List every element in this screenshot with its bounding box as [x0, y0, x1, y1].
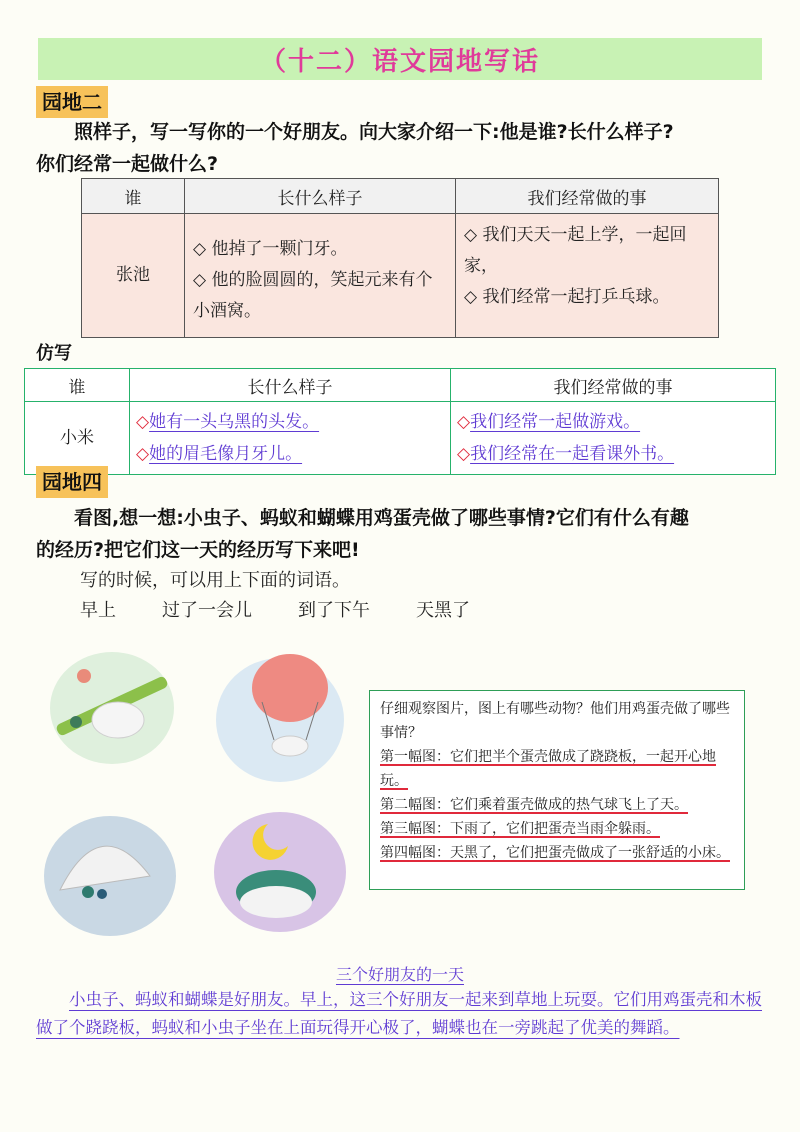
- word-item: 过了一会儿: [162, 600, 252, 621]
- header-who: 谁: [25, 369, 130, 402]
- cell-name: 张池: [82, 214, 185, 338]
- activity-item: ◇ 我们经常一起打乒乓球。: [464, 287, 670, 307]
- diamond-icon: ◇: [457, 412, 471, 432]
- looks-item: ◇ 他掉了一颗门牙。: [193, 239, 348, 259]
- word-item: 天黑了: [416, 600, 470, 621]
- section-label-2: 园地二: [36, 86, 108, 118]
- cell-activities: [456, 214, 719, 338]
- activity-item: [457, 438, 769, 470]
- word-item: 早上: [80, 600, 116, 621]
- header-looks: 长什么样子: [130, 369, 451, 402]
- looks-item: [136, 438, 444, 470]
- word-item: 到了下午: [298, 600, 370, 621]
- story-title: 三个好朋友的一天: [335, 965, 464, 984]
- illustrations: [40, 640, 360, 950]
- header-activities: 我们经常做的事: [456, 179, 719, 214]
- section2-prompt-line1: 照样子，写一写你的一个好朋友。向大家介绍一下:他是谁?长什么样子?: [74, 121, 674, 143]
- diamond-icon: ◇: [136, 412, 150, 432]
- cell-looks: [185, 214, 456, 338]
- umbrella-illustration: [44, 816, 176, 936]
- looks-item: [136, 406, 444, 438]
- diamond-icon: ◇: [136, 444, 150, 464]
- note-item: 第二幅图：它们乘着蛋壳做成的热气球飞上了天。: [380, 797, 688, 813]
- seesaw-illustration: [50, 652, 174, 764]
- bed-illustration: [214, 812, 346, 932]
- activity-item: [457, 406, 769, 438]
- story-text: 小虫子、蚂蚁和蝴蝶是好朋友。早上，这三个好朋友一起来到草地上玩耍。它们用鸡蛋壳和木板做了个跷跷板，蚂蚁和小虫子坐在上面玩得开心极了，蝴蝶也在一旁跳起了优美的舞蹈。: [36, 990, 762, 1037]
- section4-prompt-line2: 的经历?把它们这一天的经历写下来吧!: [36, 539, 360, 561]
- note-item: 第三幅图：下雨了，它们把蛋壳当雨伞躲雨。: [380, 821, 660, 837]
- header-activities: 我们经常做的事: [451, 369, 776, 402]
- section4-prompt-line1: 看图,想一想:小虫子、蚂蚁和蝴蝶用鸡蛋壳做了哪些事情?它们有什么有趣: [74, 507, 689, 529]
- diamond-icon: ◇: [457, 444, 471, 464]
- looks-item: ◇ 他的脸圆圆的，笑起元来有个小酒窝。: [193, 270, 433, 321]
- note-question: 仔细观察图片，图上有哪些动物？他们用鸡蛋壳做了哪些事情？: [380, 701, 730, 741]
- note-item: 第四幅图：天黑了，它们把蛋壳做成了一张舒适的小床。: [380, 845, 730, 861]
- cell-name: 小米: [25, 402, 130, 475]
- note-item: 第一幅图：它们把半个蛋壳做成了跷跷板，一起开心地玩。: [380, 749, 716, 789]
- imitation-table: [24, 368, 776, 475]
- cell-activities: [451, 402, 776, 475]
- word-list: [80, 596, 470, 622]
- example-table: [81, 178, 719, 338]
- cell-looks: [130, 402, 451, 475]
- header-who: 谁: [82, 179, 185, 214]
- activity-text: 我们经常在一起看课外书。: [470, 444, 675, 464]
- balloon-illustration: [216, 654, 344, 782]
- header-looks: 长什么样子: [185, 179, 456, 214]
- looks-text: 她的眉毛像月牙儿。: [149, 444, 303, 464]
- activity-item: ◇ 我们天天一起上学，一起回家，: [464, 225, 687, 276]
- hint-text: 写的时候，可以用上下面的词语。: [80, 570, 350, 591]
- section-label-4: 园地四: [36, 466, 108, 498]
- page-title: （十二）语文园地写话: [259, 46, 540, 77]
- looks-text: 她有一头乌黑的头发。: [149, 412, 320, 432]
- section2-prompt-line2: 你们经常一起做什么?: [36, 153, 219, 175]
- title-banner: [38, 38, 762, 80]
- activity-text: 我们经常一起做游戏。: [470, 412, 641, 432]
- observation-note: [369, 690, 745, 890]
- imitate-label: 仿写: [36, 343, 72, 364]
